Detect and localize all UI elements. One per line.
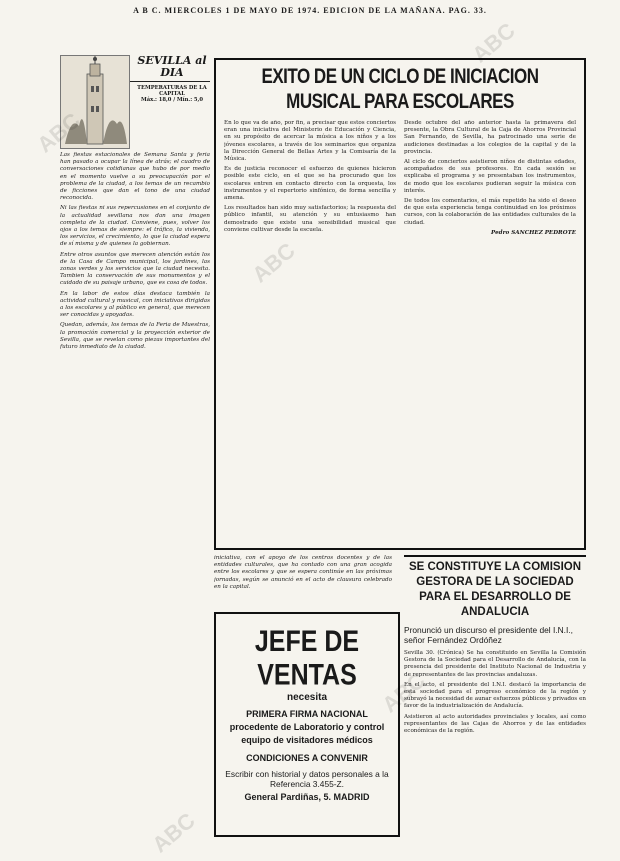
right-article-lead: Pronunció un discurso el presidente del I.N.I., señor Fernández Ordóñez [404,625,573,645]
ad-firma: PRIMERA FIRMA NACIONAL [246,709,368,719]
watermark-abc: ABC [467,17,520,68]
article-paragraph: Es de justicia reconocer el esfuerzo de quienes hicieron posible este ciclo, en el que se ha procurado que los escolares entren en contacto directo con la orquesta, los instrumentos y el repertorio sinfónico, de forma sencilla y amena. [224,166,396,202]
main-article-col1 [224,120,396,532]
article-continuation: iniciativa, con el apoyo de los centros docentes y de las entidades culturales, que ha contado con una gran acogida entre los escolares y que se espera continúe en las próximas jornadas, según se anunció en el acto de clausura celebrado en la capital. [214,555,392,590]
job-advertisement [214,612,400,837]
article-signature: Pedro SANCHEZ PEDROTE [491,229,576,236]
article-paragraph: Desde octubre del año anterior hasta la primavera del presente, la Obra Cultural de la Caja de Ahorros Provincial San Fernando, de Sevilla, ha patrocinado una serie de audiciones destinadas a los colegios de la capital y de la provincia. [404,120,576,155]
ad-conditions: CONDICIONES A CONVENIR [246,753,368,763]
temperatures-title: TEMPERATURAS DE LA CAPITAL [137,85,207,98]
right-article-title: SE CONSTITUYE LA COMISION GESTORA DE LA SOCIEDAD PARA EL DESARROLLO DE ANDALUCIA [404,555,586,620]
article-paragraph: De todos los comentarios, el más repetido ha sido el deseo de que esta experiencia tenga continuidad en los próximos cursos, con la colaboración de las entidades culturales de la ciudad. [404,198,576,226]
main-article-title: EXITO DE UN CICLO DE INICIACION MUSICAL PARA ESCOLARES [261,64,539,113]
left-paragraph: En la labor de estos días destaca también la actividad cultural y musical, con iniciativas dirigidas a los escolares y al público en general, que merecen ser conocidas y apoyadas. [60,290,210,319]
ad-contact: Escribir con historial y datos personales a la Referencia 3.455-Z. [225,769,389,789]
temperatures-values: Máx.: 18,0 / Mín.: 5,0 [141,97,203,104]
right-article-paragraph: Asistieron al acto autoridades provinciales y locales, así como representantes de las Cajas de Ahorros y de las entidades económicas de la región. [404,713,586,735]
right-article-paragraph: Sevilla 30. (Crónica) Se ha constituido en Sevilla la Comisión Gestora de la Sociedad para el Desarrollo de Andalucía, con la presencia del presidente del Instituto Nacional de Industria y de representantes de las provincias andaluzas. [404,650,586,678]
page-header: A B C. MIERCOLES 1 DE MAYO DE 1974. EDICION DE LA MAÑANA. PAG. 33. [133,6,487,15]
article-paragraph: Los resultados han sido muy satisfactorios; la respuesta del público infantil, su atención y su entusiasmo han demostrado que existe una sensibilidad musical que conviene cultivar desde la escuela. [224,205,396,233]
main-article-col2 [404,120,576,532]
ad-line1: procedente de Laboratorio y control [229,722,385,732]
watermark-abc: ABC [247,237,300,288]
watermark-abc: ABC [377,667,430,718]
main-article [214,58,586,550]
right-article [404,555,586,855]
right-article-paragraph: En el acto, el presidente del I.N.I. destacó la importancia de esta sociedad para el progreso económico de la región y subrayó la necesidad de aunar esfuerzos públicos y privados en favor de la industrialización de Andalucía. [404,681,586,710]
watermark-abc: ABC [147,807,200,858]
section-title: SEVILLA al DIA [60,55,210,82]
left-paragraph: Quedan, además, los temas de la Feria de Muestras, la promoción comercial y la proyección exterior de Sevilla, que se revelan como piezas importantes del futuro inmediato de la ciudad. [60,322,210,351]
article-paragraph: En lo que va de año, por fin, a precisar que estos conciertos eran una iniciativa del Ministerio de Educación y Ciencia, en su propósito de acercar la música a los niños y a los jóvenes escolares, a través de los seminarios que organiza la Dirección General de Bellas Artes y la Comisaría de la Música. [224,120,396,163]
article-paragraph: Al ciclo de conciertos asistieron niños de distintas edades, acompañados de sus profesores. En cada sesión se explicaba el programa y se presentaban los instrumentos, de modo que los escolares pudieran seguir la música con interés. [404,159,576,194]
ad-title: JEFE DE VENTAS [254,624,360,692]
watermark-abc: ABC [32,107,85,158]
left-paragraph: Ni las fiestas ni sus repercusiones en el conjunto de la actualidad sevillana nos dan una imagen completa de la ciudad. Conviene, pues, volver los ojos a los temas de siempre: el tráfico, la vivienda, los servicios, el crecimiento, lo que la ciudad espera de sí misma y de quienes la gobiernan. [60,205,210,248]
ad-necesita: necesita [286,692,328,703]
left-column [60,55,210,855]
left-paragraph: Las fiestas estacionales de Semana Santa y feria han pasado a ocupar la línea de atrás; el cuadro de conversaciones cotidianas que hubo de por medio en el momento vuelve a su preocupación por el problema de la ciudad, a los temas de un recambio de ficciones que dan el tono de una ciudad reconocida. [60,152,210,202]
ad-line2: equipo de visitadores médicos [241,735,373,745]
giralda-illustration [60,55,130,149]
ad-address: General Pardiñas, 5. MADRID [244,792,370,802]
left-paragraph: Entre otros asuntos que merecen atención están los de la Casa de Campo municipal, los jardines, las zonas verdes y los servicios que la ciudad necesita. Tambien la conservación de sus monumentos y el cuidado de su paisaje urbano, que es cosa de todos. [60,251,210,287]
